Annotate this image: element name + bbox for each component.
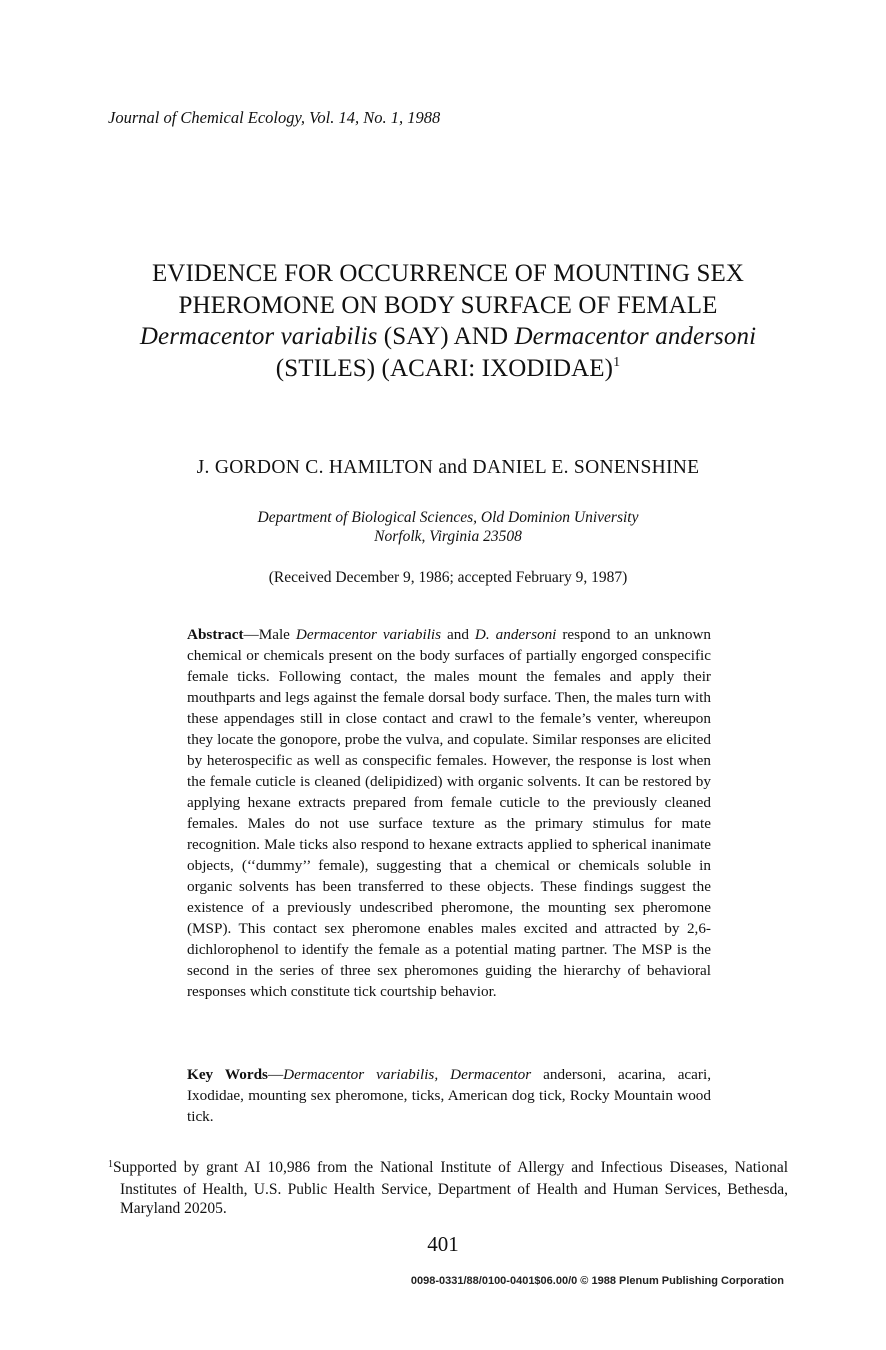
title-line-1: EVIDENCE FOR OCCURRENCE OF MOUNTING SEX <box>151 260 745 287</box>
affiliation <box>0 508 886 546</box>
abstract-dash: —Male <box>243 626 296 643</box>
abstract-body: respond to an unknown chemical or chemicals present on the body surfaces of partially engorged conspecific female ticks. Following contact, the males mount the females and apply their mouthparts and legs against the female dorsal body surface. Then, the males turn with these appendages still in close contact and crawl to the female’s venter, whereupon they locate the gonopore, probe the vulva, and copulate. Similar responses are elicited by heterospecific as well as conspecific females. However, the response is lost when the female cuticle is cleaned (delipidized) with organic solvents. It can be restored by applying hexane extracts prepared from female cuticle to the previously cleaned females. Males do not use surface texture as the primary stimulus for mate recognition. Male ticks also respond to hexane extracts applied to spherical inanimate objects, (‘‘dummy’’ female), suggesting that a chemical or chemicals soluble in organic solvents has been transferred to these objects. These findings suggest the existence of a previously undescribed pheromone, the mounting sex pheromone (MSP). This contact sex pheromone enables males excited and attracted by 2,6-dichlorophenol to identify the female as a potential mating partner. The MSP is the second in the series of three sex pheromones guiding the hierarchy of behavioral responses which constitute tick courtship behavior. <box>187 626 712 1000</box>
authors: J. GORDON C. HAMILTON and DANIEL E. SONENSHINE <box>196 457 700 478</box>
abstract-label: Abstract <box>187 626 244 643</box>
abstract-species-2: D. andersoni <box>474 626 557 643</box>
keywords-body: andersoni, acarina, acari, Ixodidae, mounting sex pheromone, ticks, American dog tick, Rocky Mountain wood tick. <box>187 1066 711 1125</box>
abstract <box>187 624 711 1002</box>
abstract-species-1: Dermacentor variabilis <box>295 626 442 643</box>
keywords-dash: — <box>267 1066 284 1083</box>
keywords-species: Dermacentor variabilis, Dermacentor <box>283 1066 532 1083</box>
affiliation-line-1: Department of Biological Sciences, Old Dominion University <box>257 509 639 526</box>
article-title <box>60 258 836 388</box>
title-species-1: Dermacentor variabilis <box>139 323 378 350</box>
title-footnote-mark: 1 <box>613 354 621 370</box>
footnote-mark: 1 <box>108 1159 113 1170</box>
page-number: 401 <box>427 1232 459 1256</box>
title-species-2: Dermacentor andersoni <box>514 323 757 350</box>
received-dates: (Received December 9, 1986; accepted February 9, 1987) <box>268 569 628 586</box>
title-line-3-mid: (SAY) AND <box>377 323 515 350</box>
footnote-text: Supported by grant AI 10,986 from the National Institute of Allergy and Infectious Diseases, National Institutes of Health, U.S. Public Health Service, Department of Health and Human Services, Bethesda, Maryland 20205. <box>113 1159 788 1217</box>
title-line-4 <box>60 353 836 389</box>
title-line-3 <box>60 321 836 353</box>
title-line-2: PHEROMONE ON BODY SURFACE OF FEMALE <box>178 291 718 319</box>
keywords-label: Key Words <box>187 1066 268 1083</box>
keywords <box>187 1064 711 1127</box>
footnote <box>108 1158 788 1219</box>
journal-citation: Journal of Chemical Ecology, Vol. 14, No. 1, 1988 <box>108 108 441 127</box>
abstract-and: and <box>441 626 475 643</box>
copyright-line: 0098-0331/88/0100-0401$06.00/0 © 1988 Plenum Publishing Corporation <box>410 1275 784 1287</box>
affiliation-line-2: Norfolk, Virginia 23508 <box>374 528 522 545</box>
title-line-4-text: (STILES) (ACARI: IXODIDAE) <box>275 354 614 382</box>
